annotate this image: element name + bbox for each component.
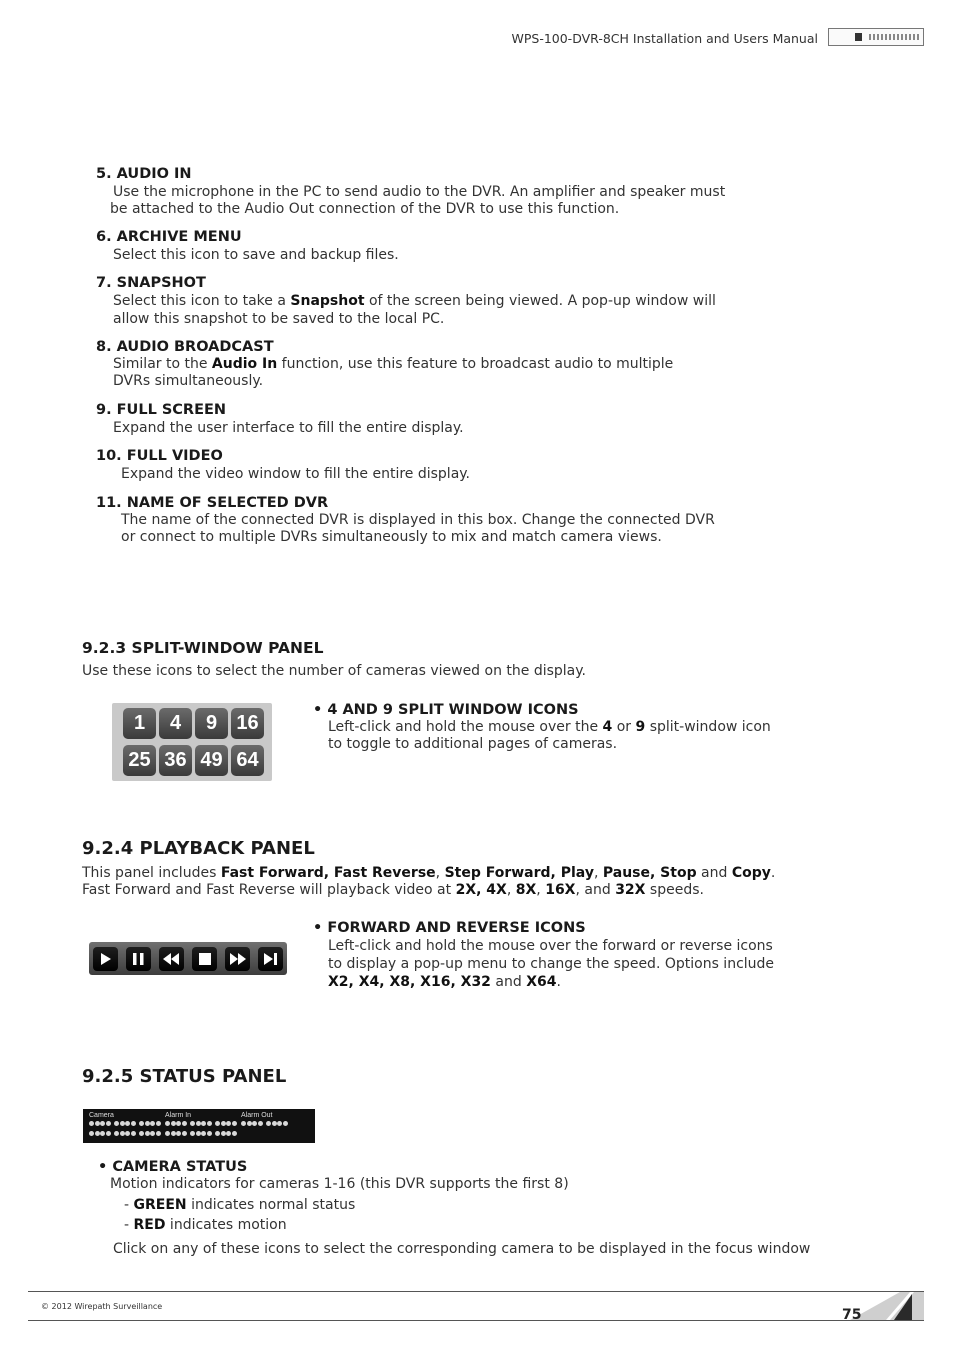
item-title-name-of-selected-dvr: 11. NAME OF SELECTED DVR — [96, 495, 329, 511]
status-indicator[interactable] — [145, 1131, 150, 1136]
fast-reverse-button[interactable] — [159, 947, 184, 971]
status-indicator[interactable] — [120, 1121, 125, 1126]
status-indicator[interactable] — [95, 1131, 100, 1136]
footer-rule-top — [28, 1291, 924, 1292]
status-indicator[interactable] — [176, 1121, 181, 1126]
status-indicator[interactable] — [114, 1121, 119, 1126]
status-label-camera: Camera — [89, 1112, 114, 1119]
bullet-text: Left-click and hold the mouse over the forward or reverse icons — [328, 938, 773, 954]
footer-rule-bottom — [28, 1320, 924, 1321]
status-indicator[interactable] — [139, 1131, 144, 1136]
status-indicator[interactable] — [182, 1131, 187, 1136]
status-indicator[interactable] — [221, 1131, 226, 1136]
status-indicator[interactable] — [176, 1131, 181, 1136]
status-indicator[interactable] — [201, 1121, 206, 1126]
status-indicator[interactable] — [232, 1131, 237, 1136]
status-indicator[interactable] — [215, 1131, 220, 1136]
split-window-panel — [112, 703, 272, 781]
status-indicator[interactable] — [171, 1131, 176, 1136]
status-indicator[interactable] — [272, 1121, 277, 1126]
section-heading-playback: 9.2.4 PLAYBACK PANEL — [82, 838, 315, 859]
split-36-button[interactable]: 36 — [159, 745, 192, 776]
status-indicator[interactable] — [190, 1121, 195, 1126]
status-indicator[interactable] — [156, 1131, 161, 1136]
item-text: Similar to the Audio In function, use this feature to broadcast audio to multiple — [113, 356, 674, 372]
status-label-alarm-out: Alarm Out — [241, 1112, 273, 1119]
status-indicator[interactable] — [207, 1121, 212, 1126]
status-indicator[interactable] — [182, 1121, 187, 1126]
status-indicator[interactable] — [89, 1121, 94, 1126]
stop-icon — [192, 947, 217, 971]
item-text: Use the microphone in the PC to send audio to the DVR. An amplifier and speaker must — [113, 184, 726, 200]
bullet-title-forward-reverse: • FORWARD AND REVERSE ICONS — [313, 920, 586, 936]
status-indicator[interactable] — [139, 1121, 144, 1126]
status-indicator[interactable] — [226, 1131, 231, 1136]
status-indicator[interactable] — [165, 1121, 170, 1126]
status-indicator[interactable] — [131, 1121, 136, 1126]
status-indicator[interactable] — [89, 1131, 94, 1136]
status-indicator[interactable] — [207, 1131, 212, 1136]
status-indicator[interactable] — [196, 1121, 201, 1126]
item-text: The name of the connected DVR is displayed in this box. Change the connected DVR — [121, 512, 715, 528]
status-indicator[interactable] — [266, 1121, 271, 1126]
status-indicator[interactable] — [277, 1121, 282, 1126]
item-text: or connect to multiple DVRs simultaneously to mix and match camera views. — [121, 529, 662, 545]
item-title-audio-broadcast: 8. AUDIO BROADCAST — [96, 339, 274, 355]
status-indicator[interactable] — [150, 1121, 155, 1126]
status-description: Motion indicators for cameras 1-16 (this DVR supports the first 8) — [110, 1176, 569, 1192]
status-indicator[interactable] — [100, 1121, 105, 1126]
item-title-audio-in: 5. AUDIO IN — [96, 166, 192, 182]
status-indicator[interactable] — [196, 1131, 201, 1136]
section-intro: Use these icons to select the number of cameras viewed on the display. — [82, 663, 586, 679]
split-64-button[interactable]: 64 — [231, 745, 264, 776]
item-text: Select this icon to take a Snapshot of the screen being viewed. A pop-up window will — [113, 293, 716, 309]
item-title-full-video: 10. FULL VIDEO — [96, 448, 223, 464]
fast-forward-icon — [225, 947, 250, 971]
status-indicator[interactable] — [131, 1131, 136, 1136]
status-indicator[interactable] — [226, 1121, 231, 1126]
status-indicator[interactable] — [165, 1131, 170, 1136]
status-indicator[interactable] — [156, 1121, 161, 1126]
step-forward-icon — [258, 947, 283, 971]
split-1-button[interactable]: 1 — [123, 708, 156, 739]
status-click-note: Click on any of these icons to select the corresponding camera to be displayed in the focus window — [113, 1241, 811, 1257]
split-25-button[interactable]: 25 — [123, 745, 156, 776]
stop-button[interactable] — [192, 947, 217, 971]
status-indicator[interactable] — [95, 1121, 100, 1126]
item-title-snapshot: 7. SNAPSHOT — [96, 275, 206, 291]
status-indicator[interactable] — [171, 1121, 176, 1126]
product-logo — [828, 28, 924, 46]
section-heading-status: 9.2.5 STATUS PANEL — [82, 1066, 287, 1087]
status-indicator[interactable] — [150, 1131, 155, 1136]
item-title-archive-menu: 6. ARCHIVE MENU — [96, 229, 242, 245]
status-indicator[interactable] — [145, 1121, 150, 1126]
bullet-text: X2, X4, X8, X16, X32 and X64. — [328, 974, 561, 990]
status-indicator[interactable] — [201, 1131, 206, 1136]
bullet-title-camera-status: • CAMERA STATUS — [98, 1159, 248, 1175]
section-intro: This panel includes Fast Forward, Fast Reverse, Step Forward, Play, Pause, Stop and Copy. — [82, 865, 776, 881]
bullet-text: to display a pop-up menu to change the speed. Options include — [328, 956, 775, 972]
status-indicator[interactable] — [241, 1121, 246, 1126]
status-indicator[interactable] — [190, 1131, 195, 1136]
item-title-full-screen: 9. FULL SCREEN — [96, 402, 227, 418]
status-indicator[interactable] — [120, 1131, 125, 1136]
status-label-alarm-in: Alarm In — [165, 1112, 192, 1119]
section-intro: Fast Forward and Fast Reverse will playback video at 2X, 4X, 8X, 16X, and 32X speeds. — [82, 882, 704, 898]
status-panel — [83, 1109, 315, 1143]
split-4-button[interactable]: 4 — [159, 708, 192, 739]
item-text: DVRs simultaneously. — [113, 373, 264, 389]
header-title: WPS-100-DVR-8CH Installation and Users Manual — [511, 31, 818, 46]
status-indicator[interactable] — [106, 1131, 111, 1136]
status-indicator[interactable] — [252, 1121, 257, 1126]
item-text: allow this snapshot to be saved to the local PC. — [113, 311, 445, 327]
page-number: 75 — [842, 1307, 862, 1323]
status-indicator[interactable] — [100, 1131, 105, 1136]
status-red-note: - RED indicates motion — [124, 1217, 287, 1233]
status-indicator[interactable] — [106, 1121, 111, 1126]
status-indicator[interactable] — [283, 1121, 288, 1126]
bullet-title-split-icons: • 4 AND 9 SPLIT WINDOW ICONS — [313, 702, 579, 718]
playback-panel — [89, 942, 287, 975]
item-text: Select this icon to save and backup files. — [113, 247, 399, 263]
bullet-text: Left-click and hold the mouse over the 4 or 9 split-window icon — [328, 719, 771, 735]
step-forward-button[interactable] — [258, 947, 283, 971]
status-green-note: - GREEN indicates normal status — [124, 1197, 356, 1213]
status-indicator[interactable] — [258, 1121, 263, 1126]
section-heading-split-window: 9.2.3 SPLIT-WINDOW PANEL — [82, 639, 324, 657]
item-text: Expand the video window to fill the entire display. — [121, 466, 471, 482]
play-button[interactable] — [93, 947, 118, 971]
status-indicator[interactable] — [247, 1121, 252, 1126]
pause-icon — [126, 947, 151, 971]
status-indicator[interactable] — [125, 1131, 130, 1136]
footer-copyright: © 2012 Wirepath Surveillance — [41, 1302, 163, 1311]
status-indicator[interactable] — [215, 1121, 220, 1126]
item-text: be attached to the Audio Out connection of the DVR to use this function. — [110, 201, 620, 217]
split-16-button[interactable]: 16 — [231, 708, 264, 739]
status-indicator[interactable] — [221, 1121, 226, 1126]
status-indicator[interactable] — [114, 1131, 119, 1136]
rewind-icon — [159, 947, 184, 971]
item-text: Expand the user interface to fill the entire display. — [113, 420, 464, 436]
pause-button[interactable] — [126, 947, 151, 971]
bullet-text: to toggle to additional pages of cameras. — [328, 736, 618, 752]
split-49-button[interactable]: 49 — [195, 745, 228, 776]
fast-forward-button[interactable] — [225, 947, 250, 971]
status-indicator[interactable] — [125, 1121, 130, 1126]
status-indicator[interactable] — [232, 1121, 237, 1126]
split-9-button[interactable]: 9 — [195, 708, 228, 739]
play-icon — [93, 947, 118, 971]
